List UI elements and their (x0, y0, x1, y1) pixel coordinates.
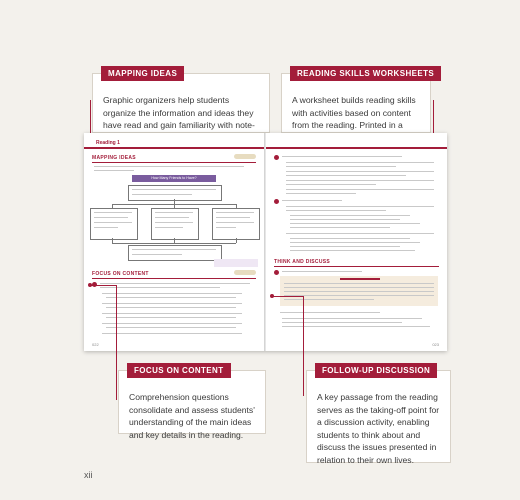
left-page (84, 133, 264, 351)
reading-tab: Reading 1 (96, 140, 120, 146)
book-spread (84, 133, 447, 351)
skill-badge (234, 270, 256, 275)
pointer-line (303, 296, 304, 396)
page-number-left: 022 (92, 342, 99, 347)
evidence-box-3 (212, 208, 260, 240)
claim-box (128, 185, 222, 201)
question-number-c (274, 270, 279, 275)
evidence-box-2 (151, 208, 199, 240)
callout-reading-skills (281, 69, 435, 133)
right-page (266, 133, 447, 351)
header-bar (266, 147, 447, 149)
mapping-ideas-heading: MAPPING IDEAS (92, 155, 136, 161)
callout-text: A key passage from the reading serves as the taking-off point for a discussion activity, enabling students to think about and discuss the issues presented in relation to their own lives. (317, 392, 440, 465)
pointer-line (116, 285, 117, 400)
pointer-dot (88, 283, 92, 287)
callout-label: READING SKILLS WORKSHEETS (290, 66, 441, 81)
pointer-dot (270, 294, 274, 298)
evidence-box-1 (90, 208, 138, 240)
pointer-line (90, 285, 116, 286)
callout-followup-discussion (306, 366, 451, 465)
focus-heading: FOCUS ON CONTENT (92, 271, 149, 277)
callout-mapping-ideas (92, 69, 270, 133)
callout-label: FOLLOW-UP DISCUSSION (315, 363, 437, 378)
section-rule (274, 266, 439, 267)
callout-focus-on-content (118, 366, 266, 440)
section-rule (92, 162, 256, 163)
pointer-line (272, 296, 303, 297)
header-bar (84, 147, 264, 149)
organizer-title: How Many Friends to Have? (132, 175, 216, 182)
question-number-b (274, 199, 279, 204)
section-rule (92, 278, 256, 279)
callout-text: A worksheet builds reading skills with activities based on content from the reading. Printed in a (292, 95, 416, 130)
conclusion-box (128, 245, 222, 261)
instruction-line (94, 166, 244, 167)
callout-label: MAPPING IDEAS (101, 66, 184, 81)
callout-text: Graphic organizers help students organize the information and ideas they have read and gain familiarity with note- (103, 95, 255, 130)
callout-text: Comprehension questions consolidate and assess students' understanding of the main ideas and key details in the reading. (129, 392, 255, 440)
page-number-right: 023 (432, 342, 439, 347)
note-box (214, 259, 258, 267)
question-number-a (274, 155, 279, 160)
footer-page-number: xii (84, 470, 93, 480)
callout-label: FOCUS ON CONTENT (127, 363, 231, 378)
think-discuss-heading: THINK AND DISCUSS (274, 259, 331, 265)
skill-badge (234, 154, 256, 159)
instruction-line (94, 170, 134, 171)
